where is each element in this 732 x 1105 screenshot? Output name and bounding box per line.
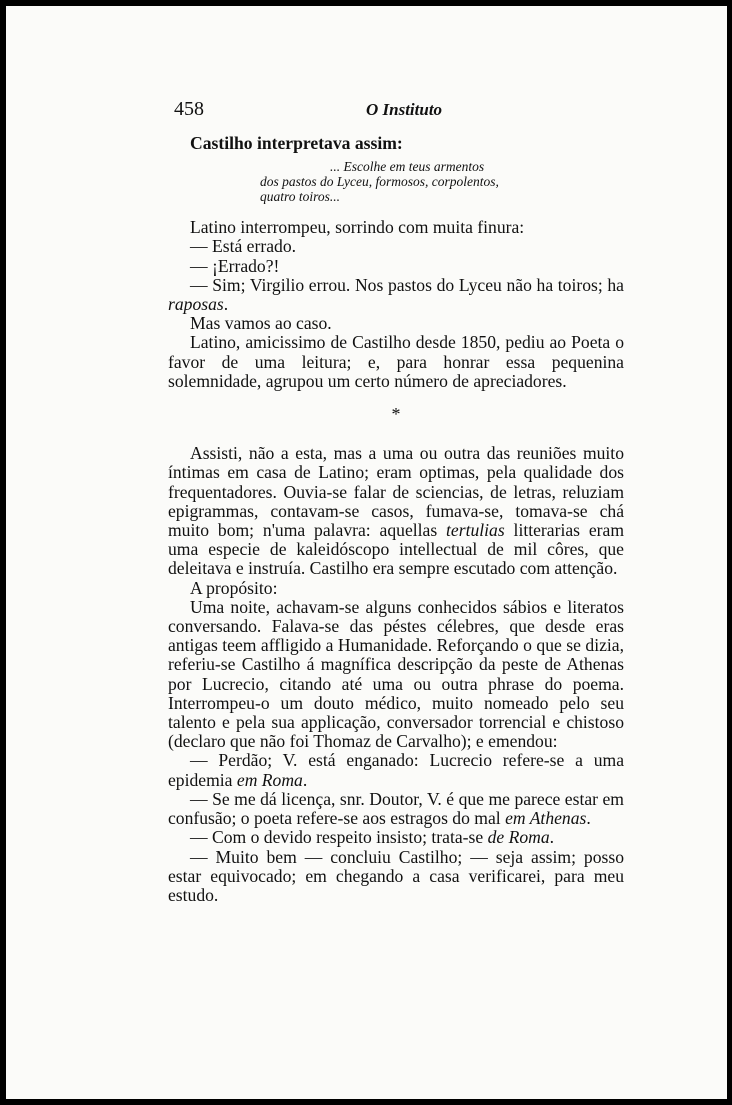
paragraph: Assisti, não a esta, mas a uma ou outra das reuniões muito íntimas em casa de Latino; eram optimas, pela qualidade dos frequentadores. Ouvia-se falar de sciencias, de letras, reluziam epigrammas, contavam-se casos, fumava-se, tomava-se chá muito bom; n'uma palavra: aquellas tertulias litterarias eram uma especie de kaleidóscopo intellectual de mil côres, que deleitava e instruía. Castilho era sempre escutado com attenção. bbox=[168, 443, 624, 579]
verse-line: ... Escolhe em teus armentos bbox=[330, 159, 485, 175]
dialogue-line: — Muito bem — concluiu Castilho; — seja assim; posso estar equivocado; em chegando a casa verificarei, para meu estudo. bbox=[168, 846, 624, 905]
book-page bbox=[6, 6, 727, 1099]
dialogue-line: — ¡Errado?! bbox=[190, 255, 280, 276]
intro-line: Castilho interpretava assim: bbox=[190, 133, 403, 153]
paragraph: A propósito: bbox=[190, 577, 278, 598]
dialogue-line: — Sim; Virgilio errou. Nos pastos do Lyceu não ha toiros; ha raposas. bbox=[168, 274, 624, 315]
dialogue-line: — Se me dá licença, snr. Doutor, V. é que me parece estar em confusão; o poeta refere-se aos estragos do mal em Athenas. bbox=[168, 788, 624, 829]
dialogue-line: — Está errado. bbox=[190, 236, 297, 257]
running-title: O Instituto bbox=[366, 100, 443, 119]
paragraph: Uma noite, achavam-se alguns conhecidos sábios e literatos conversando. Falava-se das péstes célebres, que desde eras antigas teem affligido a Humanidade. Reforçando o que se dizia, referiu-se Castilho á magnífica descripção da peste de Athenas por Lucrecio, citando até uma ou outra phrase do poema. Interrompeu-o um douto médico, muito nomeado pelo seu talento e pela sua applicação, conversador torrencial e chistoso (declaro que não foi Thomaz de Carvalho); e emendou: bbox=[168, 596, 624, 752]
body-text bbox=[168, 134, 624, 905]
dialogue-line: — Perdão; V. está enganado: Lucrecio refere-se a uma epidemia em Roma. bbox=[168, 750, 624, 790]
page-header bbox=[6, 98, 727, 128]
dialogue-line: — Com o devido respeito insisto; trata-se de Roma. bbox=[190, 827, 555, 848]
verse-line: quatro toiros... bbox=[260, 189, 341, 205]
paragraph: Latino, amicissimo de Castilho desde 1850, pediu ao Poeta o favor de uma leitura; e, para honrar essa pequenina solemnidade, agrupou um certo número de apreciadores. bbox=[168, 332, 624, 391]
paragraph: Latino interrompeu, sorrindo com muita finura: bbox=[190, 217, 525, 238]
verse-line: dos pastos do Lyceu, formosos, corpolentos, bbox=[260, 174, 499, 190]
paragraph: Mas vamos ao caso. bbox=[190, 313, 332, 334]
page-number: 458 bbox=[174, 98, 204, 120]
verse-quote bbox=[260, 159, 560, 204]
section-separator: * bbox=[391, 404, 401, 425]
